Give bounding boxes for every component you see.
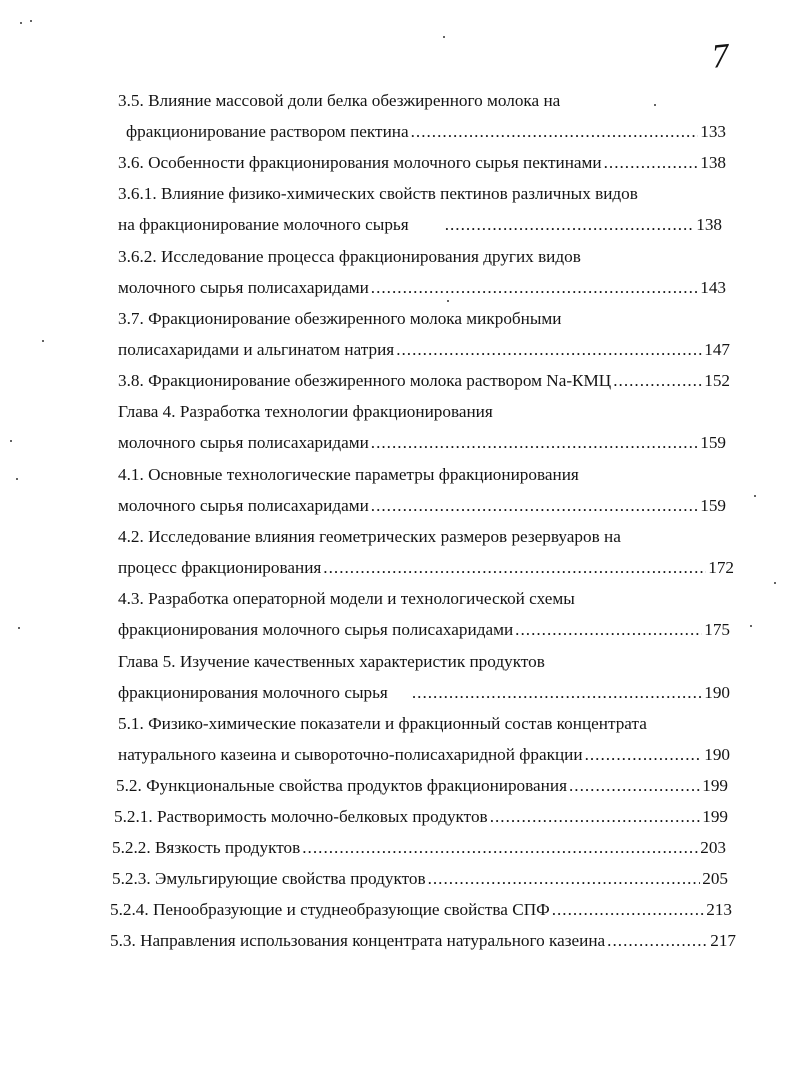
- toc-entry: [118, 492, 726, 520]
- toc-entry: [118, 648, 718, 676]
- leader-dots: [604, 149, 699, 177]
- toc-entry: [118, 741, 730, 769]
- toc-entry-text: 5.2.1. Растворимость молочно-белковых продуктов: [114, 807, 488, 826]
- toc-entry-text: фракционирования молочного сырья полисахаридами: [118, 620, 514, 639]
- toc-entry-text: 5.2.4. Пенообразующие и студнеобразующие свойства СПФ: [110, 900, 550, 919]
- toc-entry: [118, 554, 734, 582]
- toc-entry: [118, 461, 718, 489]
- toc-entry: [118, 149, 726, 177]
- scan-speck: [16, 478, 18, 480]
- toc-entry-text: молочного сырья полисахаридами: [118, 433, 369, 452]
- toc-entry-text: 4.2. Исследование влияния геометрических размеров резервуаров на: [118, 527, 621, 546]
- leader-dots: [371, 492, 698, 520]
- leader-dots: [585, 741, 703, 769]
- toc-entry-text: 3.8. Фракционирование обезжиренного молока раствором Na-КМЦ: [118, 371, 612, 390]
- toc-entry: [118, 429, 726, 457]
- scan-speck: [42, 340, 44, 342]
- leader-dots: [412, 679, 702, 707]
- toc-entry-text: Глава 5. Изучение качественных характеристик продуктов: [118, 652, 545, 671]
- toc-entry-text: молочного сырья полисахаридами: [118, 496, 369, 515]
- leader-dots: [445, 211, 695, 239]
- leader-dots: [515, 616, 702, 644]
- leader-dots: [490, 803, 701, 831]
- toc-page-number: 213: [706, 900, 732, 919]
- toc-entry-text: полисахаридами и альгинатом натрия: [118, 340, 395, 359]
- toc-entry-text: 3.7. Фракционирование обезжиренного молока микробными: [118, 309, 562, 328]
- toc-page-number: 205: [702, 869, 728, 888]
- leader-dots: [569, 772, 700, 800]
- scan-speck: [750, 625, 752, 627]
- toc-entry: [110, 896, 732, 924]
- toc-page-number: 152: [704, 371, 730, 390]
- leader-dots: [371, 429, 698, 457]
- toc-entry: [118, 523, 738, 551]
- toc-entry-text: 5.2.2. Вязкость продуктов: [112, 838, 301, 857]
- toc-entry: [118, 710, 738, 738]
- toc-entry: [116, 772, 728, 800]
- leader-dots: [371, 274, 698, 302]
- toc-entry-text: 5.1. Физико-химические показатели и фракционный состав концентрата: [118, 714, 647, 733]
- leader-dots: [323, 554, 706, 582]
- scan-speck: [10, 440, 12, 442]
- toc-entry-text: фракционирование раствором пектина: [126, 122, 409, 141]
- toc-page-number: 217: [710, 931, 736, 950]
- scan-speck: [30, 20, 32, 22]
- toc-entry-text: 4.1. Основные технологические параметры фракционирования: [118, 465, 579, 484]
- toc-entry-text: 5.3. Направления использования концентрата натурального казеина: [110, 931, 606, 950]
- toc-entry-text: 3.6. Особенности фракционирования молочного сырья пектинами: [118, 153, 602, 172]
- toc-entry-text: 3.5. Влияние массовой доли белка обезжиренного молока на: [118, 91, 561, 110]
- toc-page-number: 190: [704, 745, 730, 764]
- leader-dots: [428, 865, 701, 893]
- scan-speck: [754, 495, 756, 497]
- scan-speck: [774, 582, 776, 584]
- toc-entry: [112, 865, 728, 893]
- toc-page-number: 199: [702, 776, 728, 795]
- leader-dots: [411, 118, 699, 146]
- toc-entry-text: 5.2. Функциональные свойства продуктов фракционирования: [116, 776, 567, 795]
- scan-speck: [443, 36, 445, 38]
- toc-page-number: 175: [704, 620, 730, 639]
- leader-dots: [607, 927, 708, 955]
- toc-entry: [118, 616, 730, 644]
- toc-entry-text: молочного сырья полисахаридами: [118, 278, 369, 297]
- toc-page-number: 138: [700, 153, 726, 172]
- toc-page-number: 147: [704, 340, 730, 359]
- toc-entry: [118, 398, 718, 426]
- toc-entry-text: на фракционирование молочного сырья: [118, 215, 409, 234]
- toc-entry-text: 4.3. Разработка операторной модели и технологической схемы: [118, 589, 575, 608]
- leader-dots: [613, 367, 702, 395]
- toc-entry: [118, 243, 718, 271]
- toc-entry-text: 3.6.2. Исследование процесса фракционирования других видов: [118, 247, 581, 266]
- toc-entry: [110, 927, 736, 955]
- toc-entry: [126, 118, 726, 146]
- toc-entry-text: натурального казеина и сывороточно-полисахаридной фракции: [118, 745, 583, 764]
- toc-entry-text: фракционирования молочного сырья: [118, 683, 388, 702]
- toc-entry: [118, 211, 722, 239]
- scan-speck: [654, 104, 656, 106]
- toc-entry: [118, 274, 726, 302]
- toc-page-number: 172: [708, 558, 734, 577]
- toc-entry-text: Глава 4. Разработка технологии фракционирования: [118, 402, 493, 421]
- toc-page-number: 133: [700, 122, 726, 141]
- leader-dots: [302, 834, 698, 862]
- toc-entry: [118, 679, 730, 707]
- leader-dots: [396, 336, 702, 364]
- toc-entry: [118, 180, 718, 208]
- toc-page-number: 138: [696, 215, 722, 234]
- toc-entry-text: 5.2.3. Эмульгирующие свойства продуктов: [112, 869, 426, 888]
- handwritten-page-number: 7: [710, 37, 731, 76]
- leader-dots: [552, 896, 705, 924]
- scan-speck: [447, 300, 449, 302]
- toc-page-number: 199: [702, 807, 728, 826]
- toc-page-number: 143: [700, 278, 726, 297]
- toc-entry-text: 3.6.1. Влияние физико-химических свойств пектинов различных видов: [118, 184, 638, 203]
- toc-entry: [112, 834, 726, 862]
- toc-page-number: 203: [700, 838, 726, 857]
- toc-entry: [118, 367, 730, 395]
- toc-entry-text: процесс фракционирования: [118, 558, 322, 577]
- toc-page-number: 190: [704, 683, 730, 702]
- scan-speck: [20, 22, 22, 24]
- toc-entry: [118, 336, 730, 364]
- scan-speck: [18, 627, 20, 629]
- toc-page-number: 159: [700, 496, 726, 515]
- toc-entry: [118, 305, 718, 333]
- toc-entry: [118, 87, 638, 115]
- toc-page-number: 159: [700, 433, 726, 452]
- toc-entry: [114, 803, 728, 831]
- toc-entry: [118, 585, 718, 613]
